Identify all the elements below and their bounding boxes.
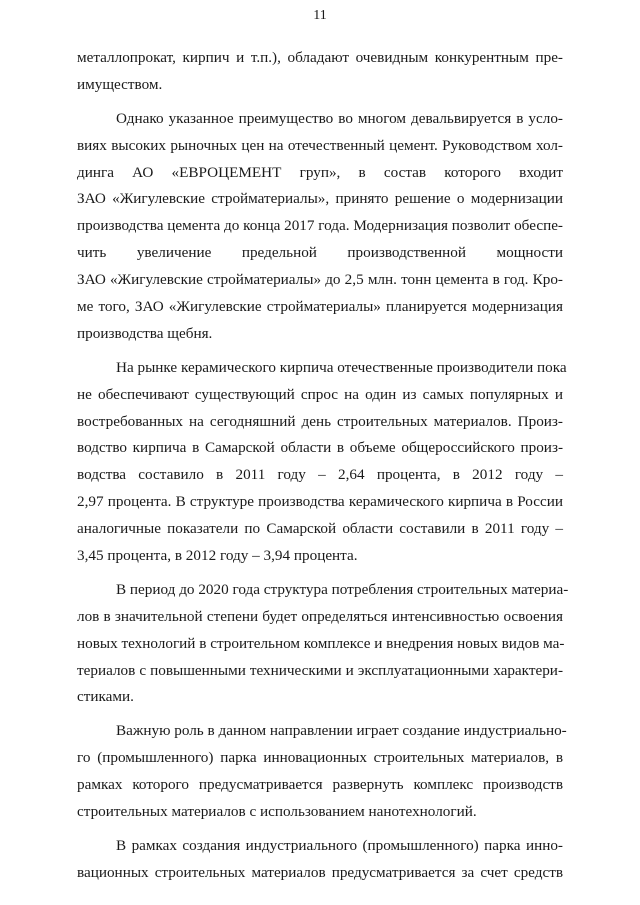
text-line: На рынке керамического кирпича отечественные производители пока xyxy=(116,358,567,376)
text-line: металлопрокат, кирпич и т.п.), обладают очевидным конкурентным пре- xyxy=(77,49,563,66)
text-line: аналогичные показатели по Самарской области составили в 2011 году – xyxy=(77,520,563,538)
text-line: 2,97 процента. В структуре производства керамического кирпича в России xyxy=(77,493,563,511)
text-line: виях высоких рыночных цен на отечественный цемент. Руководством хол- xyxy=(77,136,563,154)
text-line: строительных материалов с использованием нанотехнологий. xyxy=(77,803,477,821)
text-line: чить увеличение предельной производственной мощности xyxy=(77,244,563,262)
text-line: динга АО «ЕВРОЦЕМЕНТ груп», в состав которого входит xyxy=(77,163,563,181)
text-line: новых технологий в строительном комплексе и внедрения новых видов ма- xyxy=(77,634,565,652)
text-line: ме того, ЗАО «Жигулевские стройматериалы» планируется модернизация xyxy=(77,298,563,316)
text-line: В рамках создания индустриального (промышленного) парка инно- xyxy=(116,836,563,854)
text-line: вационных строительных материалов предусматривается за счет средств xyxy=(77,863,563,881)
text-line: ЗАО «Жигулевские стройматериалы», принято решение о модернизации xyxy=(77,190,563,208)
text-line: В период до 2020 года структура потребления строительных материа- xyxy=(116,580,569,598)
text-line: не обеспечивают существующий спрос на один из самых популярных и xyxy=(77,385,563,403)
text-line: водство кирпича в Самарской области в объеме общероссийского произ- xyxy=(77,439,563,457)
text-line: ЗАО «Жигулевские стройматериалы» до 2,5 млн. тонн цемента в год. Кро- xyxy=(77,271,563,289)
text-line: Важную роль в данном направлении играет создание индустриально- xyxy=(116,722,567,740)
document-body xyxy=(77,45,569,887)
page-number: 11 xyxy=(313,8,327,23)
text-line: рамках которого предусматривается развернуть комплекс производств xyxy=(77,776,563,794)
text-line: Однако указанное преимущество во многом девальвируется в усло- xyxy=(116,109,563,127)
text-line: производства цемента до конца 2017 года. Модернизация позволит обеспе- xyxy=(77,217,563,235)
text-line: го (промышленного) парка инновационных строительных материалов, в xyxy=(77,749,563,767)
text-line: производства щебня. xyxy=(77,324,213,342)
text-line: имуществом. xyxy=(77,75,163,93)
text-line: лов в значительной степени будет определяться интенсивностью освоения xyxy=(77,607,563,625)
text-line: водства составило в 2011 году – 2,64 процента, в 2012 году – xyxy=(77,466,563,484)
text-line: востребованных на сегодняшний день строительных материалов. Произ- xyxy=(77,412,563,430)
text-line: териалов с повышенными техническими и эксплуатационными характери- xyxy=(77,661,563,679)
text-line: 3,45 процента, в 2012 году – 3,94 процента. xyxy=(77,547,358,565)
text-line: стиками. xyxy=(77,688,134,706)
